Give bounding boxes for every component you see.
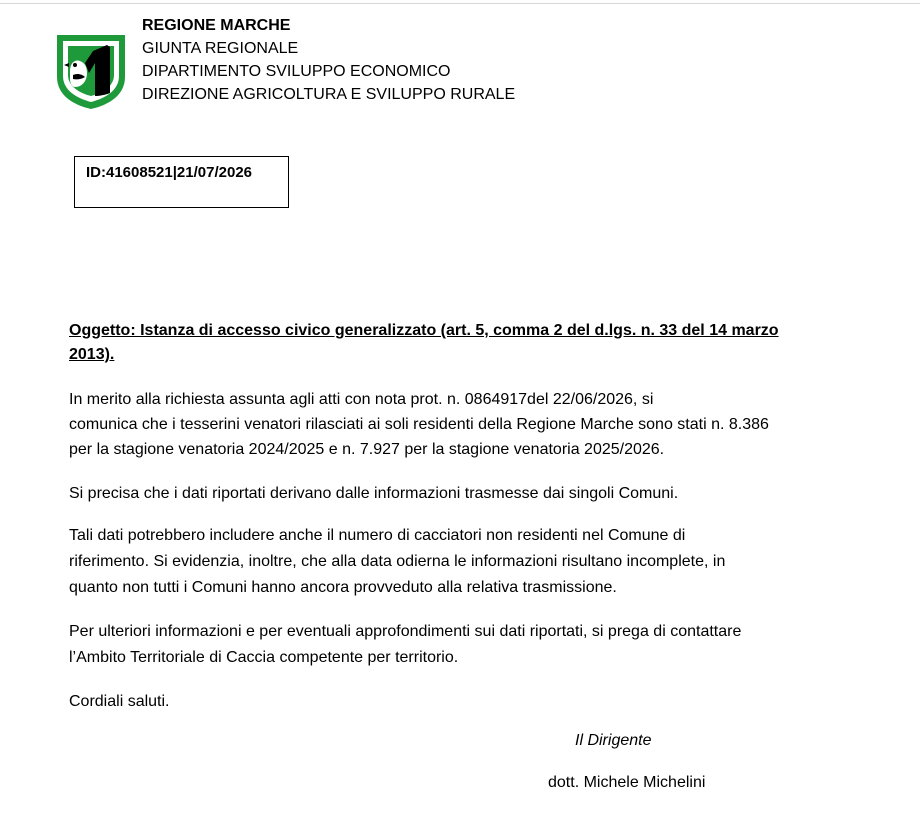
subject-line: Oggetto: Istanza di accesso civico generalizzato (art. 5, comma 2 del d.lgs. n. 33 del 14 marzo bbox=[69, 322, 779, 339]
paragraph-line: quanto non tutti i Comuni hanno ancora provveduto alla relativa trasmissione. bbox=[69, 579, 617, 596]
document-id-box bbox=[74, 156, 289, 208]
paragraph-line: Cordiali saluti. bbox=[69, 693, 170, 710]
paragraph-line: riferimento. Si evidenzia, inoltre, che alla data odierna le informazioni risultano incomplete, in bbox=[69, 553, 726, 570]
top-rule bbox=[0, 3, 920, 4]
signature-role: Il Dirigente bbox=[575, 732, 652, 749]
paragraph-line: Si precisa che i dati riportati derivano dalle informazioni trasmesse dai singoli Comuni. bbox=[69, 485, 679, 502]
subject-line: 2013). bbox=[69, 346, 115, 363]
regione-marche-emblem-icon bbox=[55, 33, 127, 111]
letterhead-line: DIREZIONE AGRICOLTURA E SVILUPPO RURALE bbox=[142, 86, 516, 103]
paragraph-data-source bbox=[69, 481, 849, 507]
closing-greeting bbox=[69, 689, 849, 715]
letterhead-org: REGIONE MARCHE bbox=[142, 17, 291, 34]
document-id: ID:41608521|21/07/2026 bbox=[86, 164, 253, 181]
subject-heading bbox=[69, 319, 829, 367]
paragraph-line: per la stagione venatoria 2024/2025 e n. 7.927 per la stagione venatoria 2025/2026. bbox=[69, 441, 665, 458]
letterhead-line: DIPARTIMENTO SVILUPPO ECONOMICO bbox=[142, 63, 451, 80]
letterhead bbox=[142, 14, 515, 106]
paragraph-line: Tali dati potrebbero includere anche il numero di cacciatori non residenti nel Comune di bbox=[69, 527, 686, 544]
paragraph-line: l’Ambito Territoriale di Caccia competente per territorio. bbox=[69, 649, 459, 666]
paragraph-contact-info bbox=[69, 619, 849, 671]
signature-name: dott. Michele Michelini bbox=[548, 774, 706, 791]
paragraph-line: Per ulteriori informazioni e per eventuali approfondimenti sui dati riportati, si prega di contattare bbox=[69, 623, 742, 640]
paragraph-line: comunica che i tesserini venatori rilasciati ai soli residenti della Regione Marche sono stati n. 8.386 bbox=[69, 416, 769, 433]
paragraph-line: In merito alla richiesta assunta agli atti con nota prot. n. 0864917del 22/06/2026, si bbox=[69, 391, 654, 408]
paragraph-request-reply bbox=[69, 387, 849, 462]
paragraph-data-caveat bbox=[69, 523, 849, 601]
letterhead-line: GIUNTA REGIONALE bbox=[142, 40, 299, 57]
